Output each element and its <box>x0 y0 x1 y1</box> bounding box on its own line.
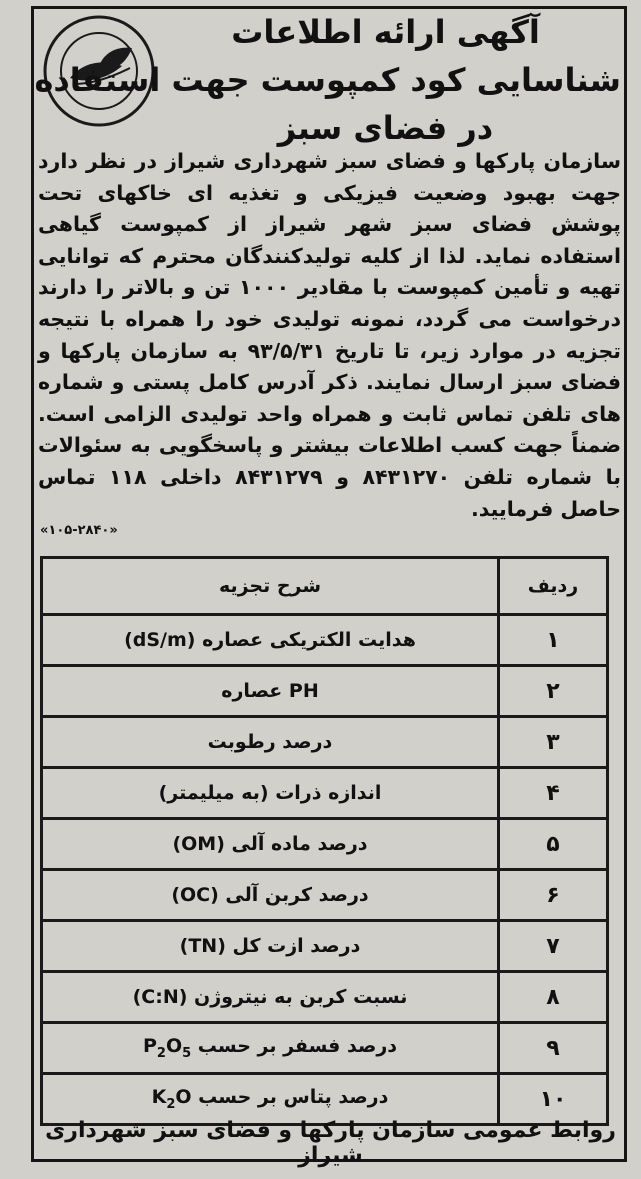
row-number: ۶ <box>499 870 608 921</box>
table-row <box>42 1023 608 1074</box>
title-line-3: در فضای سبز <box>277 109 494 147</box>
row-number: ۳ <box>499 717 608 768</box>
table-row <box>42 666 608 717</box>
row-number: ۴ <box>499 768 608 819</box>
row-number: ۱ <box>499 615 608 666</box>
table-row <box>42 615 608 666</box>
header-description: شرح تجزیه <box>42 558 499 615</box>
table-row <box>42 921 608 972</box>
table-row <box>42 870 608 921</box>
chemical-formula: $P_2O_5$ <box>142 1035 192 1061</box>
row-description: اندازه ذرات (به میلیمتر) <box>42 768 499 819</box>
row-number: ۸ <box>499 972 608 1023</box>
ad-footer: روابط عمومی سازمان پارکها و فضای سبز شهرداری شیراز <box>45 1118 616 1168</box>
ad-title <box>34 8 621 152</box>
row-description: نسبت کربن به نیتروژن (C:N) <box>42 972 499 1023</box>
row-number: ۱۰ <box>499 1074 608 1125</box>
table-row <box>42 972 608 1023</box>
table-row <box>42 717 608 768</box>
ad-body-paragraph: سازمان پارکها و فضای سبز شهرداری شیراز در نظر دارد جهت بهبود وضعیت فیزیکی و تغذیه ای خاکهای تحت پوشش فضای سبز شهر شیراز از کمپوست گیاهی استفاده نماید. لذا از کلیه تولیدکنندگان محترم که توانایی تهیه و تأمین کمپوست با مقادیر ۱۰۰۰ تن و بالاتر را دارند درخواست می گردد، نمونه تولیدی خود را همراه با نتیجه تجزیه در موارد زیر، تا تاریخ ۹۳/۵/۳۱ به سازمان پارکها و فضای سبز ارسال نمایند. ذکر آدرس کامل پستی و شماره های تلفن تماس ثابت و همراه واحد تولیدی الزامی است. ضمناً جهت کسب اطلاعات بیشتر و پاسخگویی به سئوالات با شماره تلفن ۸۴۳۱۲۷۰ و ۸۴۳۱۲۷۹ داخلی ۱۱۸ تماس حاصل فرمایید. <box>38 149 621 521</box>
row-description: PH عصاره <box>42 666 499 717</box>
table-row <box>42 819 608 870</box>
row-description: هدایت الکتریکی عصاره (dS/m) <box>42 615 499 666</box>
row-number: ۷ <box>499 921 608 972</box>
ad-code: «۱۰۵-۲۸۴۰» <box>40 523 118 538</box>
row-number: ۹ <box>499 1023 608 1074</box>
table-row <box>42 768 608 819</box>
analysis-table <box>40 556 609 1126</box>
row-description: درصد رطوبت <box>42 717 499 768</box>
row-description <box>42 1023 499 1074</box>
table-header-row <box>42 558 608 615</box>
title-line-1: آگهی ارائه اطلاعات <box>231 13 540 51</box>
row-number: ۲ <box>499 666 608 717</box>
table-row <box>42 1074 608 1125</box>
title-line-2: شناسایی کود کمپوست جهت استفاده <box>34 61 621 99</box>
row-description: درصد ماده آلی (OM) <box>42 819 499 870</box>
header-row-number: ردیف <box>499 558 608 615</box>
chemical-formula: $K_2O$ <box>151 1086 192 1112</box>
row-description: درصد کربن آلی (OC) <box>42 870 499 921</box>
row-description: درصد ازت کل (TN) <box>42 921 499 972</box>
row-description <box>42 1074 499 1125</box>
desc-prefix: درصد فسفر بر حسب <box>191 1035 398 1058</box>
row-number: ۵ <box>499 819 608 870</box>
desc-prefix: درصد پتاس بر حسب <box>191 1086 389 1109</box>
